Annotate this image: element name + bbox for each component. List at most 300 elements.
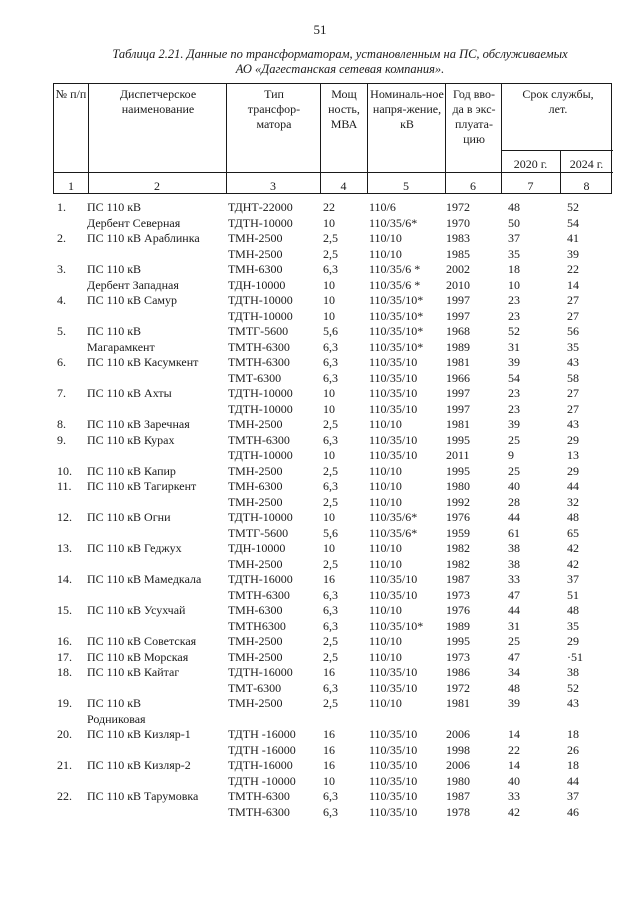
service-2020: 48 bbox=[508, 200, 520, 214]
voltage-kv: 110/10 bbox=[369, 246, 402, 261]
power-mva: 16 bbox=[323, 727, 335, 741]
row-number: 8. bbox=[57, 417, 66, 431]
service-2020: 28 bbox=[508, 494, 520, 509]
header-power: Мощ ность, МВА bbox=[328, 87, 360, 131]
transformer-type: ТДН-10000 bbox=[228, 277, 286, 292]
service-2020: 44 bbox=[508, 603, 520, 617]
substation-name: ПС 110 кВ bbox=[87, 324, 142, 338]
row-line bbox=[53, 696, 612, 712]
voltage-kv: 110/35/10 bbox=[369, 727, 418, 741]
power-mva: 5,6 bbox=[323, 525, 338, 540]
service-2020: 39 bbox=[508, 355, 520, 369]
row-line bbox=[53, 665, 612, 681]
commission-year: 1982 bbox=[446, 556, 470, 571]
commission-year: 1972 bbox=[446, 680, 470, 695]
divider bbox=[54, 172, 613, 173]
commission-year: 2010 bbox=[446, 277, 470, 292]
table-row bbox=[53, 789, 612, 820]
service-2024: 32 bbox=[567, 494, 579, 509]
service-2024: 18 bbox=[567, 758, 579, 772]
commission-year: 1976 bbox=[446, 603, 470, 617]
voltage-kv: 110/10 bbox=[369, 494, 402, 509]
table-row bbox=[53, 293, 612, 324]
table-row bbox=[53, 510, 612, 541]
service-2020: 39 bbox=[508, 417, 520, 431]
substation-name: ПС 110 кВ Усухчай bbox=[87, 603, 186, 617]
table-row bbox=[53, 758, 612, 789]
transformer-type: ТМТН-6300 bbox=[228, 789, 290, 803]
transformer-type: ТМТН-6300 bbox=[228, 587, 290, 602]
substation-name: Дербент Западная bbox=[87, 277, 179, 292]
row-line bbox=[53, 743, 612, 759]
row-line bbox=[53, 634, 612, 650]
commission-year: 1972 bbox=[446, 200, 470, 214]
service-2024: 56 bbox=[567, 324, 579, 338]
service-2024: 29 bbox=[567, 634, 579, 648]
service-2020: 34 bbox=[508, 665, 520, 679]
row-line bbox=[53, 262, 612, 278]
substation-name: ПС 110 кВ Кизляр-2 bbox=[87, 758, 191, 772]
row-number: 1. bbox=[57, 200, 66, 214]
row-line bbox=[53, 789, 612, 805]
service-2020: 31 bbox=[508, 618, 520, 633]
table-row bbox=[53, 386, 612, 417]
commission-year: 1982 bbox=[446, 541, 470, 555]
commission-year: 1997 bbox=[446, 401, 470, 416]
commission-year: 1981 bbox=[446, 417, 470, 431]
transformer-type: ТМТН6300 bbox=[228, 618, 286, 633]
substation-name: ПС 110 кВ Тагиркент bbox=[87, 479, 197, 493]
power-mva: 10 bbox=[323, 293, 335, 307]
service-2020: 22 bbox=[508, 742, 520, 757]
commission-year: 1966 bbox=[446, 370, 470, 385]
transformer-type: ТМТ-6300 bbox=[228, 370, 282, 385]
row-line bbox=[53, 200, 612, 216]
table-row bbox=[53, 603, 612, 634]
table-row bbox=[53, 200, 612, 231]
row-number: 10. bbox=[57, 463, 72, 478]
service-2024: 27 bbox=[567, 401, 579, 416]
transformer-type: ТДТН-10000 bbox=[228, 510, 293, 524]
voltage-kv: 110/35/10 bbox=[369, 680, 418, 695]
power-mva: 10 bbox=[323, 308, 335, 323]
service-2020: 47 bbox=[508, 587, 520, 602]
commission-year: 1986 bbox=[446, 665, 470, 679]
service-2024: 37 bbox=[567, 789, 579, 803]
power-mva: 6,3 bbox=[323, 603, 338, 617]
transformer-type: ТМН-2500 bbox=[228, 634, 283, 648]
service-2024: 41 bbox=[567, 231, 579, 245]
commission-year: 1981 bbox=[446, 696, 470, 710]
row-number: 6. bbox=[57, 355, 66, 369]
service-2020: 50 bbox=[508, 215, 520, 230]
service-2020: 14 bbox=[508, 758, 520, 772]
row-line bbox=[53, 712, 612, 728]
col-number: 8 bbox=[583, 179, 590, 193]
row-line bbox=[53, 557, 612, 573]
voltage-kv: 110/35/10* bbox=[369, 308, 424, 323]
service-2024: 51 bbox=[567, 587, 579, 602]
row-line bbox=[53, 231, 612, 247]
transformer-type: ТДТН -16000 bbox=[228, 742, 296, 757]
service-2024: 42 bbox=[567, 541, 579, 555]
power-mva: 6,3 bbox=[323, 618, 338, 633]
row-number: 11. bbox=[57, 479, 72, 493]
row-line bbox=[53, 216, 612, 232]
row-line bbox=[53, 247, 612, 263]
row-line bbox=[53, 541, 612, 557]
power-mva: 10 bbox=[323, 448, 335, 462]
voltage-kv: 110/10 bbox=[369, 603, 402, 617]
table-row bbox=[53, 262, 612, 293]
commission-year: 1995 bbox=[446, 432, 470, 447]
table-row bbox=[53, 479, 612, 510]
service-2024: 48 bbox=[567, 603, 579, 617]
service-2020: 23 bbox=[508, 401, 520, 416]
voltage-kv: 110/35/6 * bbox=[369, 277, 421, 292]
service-2020: 37 bbox=[508, 231, 520, 245]
service-2024: 43 bbox=[567, 696, 579, 710]
voltage-kv: 110/35/10 bbox=[369, 804, 418, 819]
service-2024: 52 bbox=[567, 680, 579, 695]
power-mva: 6,3 bbox=[323, 789, 338, 803]
voltage-kv: 110/35/6* bbox=[369, 215, 418, 230]
service-2020: 33 bbox=[508, 572, 520, 586]
commission-year: 1987 bbox=[446, 789, 470, 803]
power-mva: 2,5 bbox=[323, 696, 338, 710]
service-2024: 14 bbox=[567, 277, 579, 292]
row-number: 19. bbox=[57, 696, 72, 710]
table-row bbox=[53, 665, 612, 696]
table-row bbox=[53, 727, 612, 758]
row-number: 18. bbox=[57, 665, 72, 679]
voltage-kv: 110/10 bbox=[369, 556, 402, 571]
row-number: 22. bbox=[57, 789, 72, 803]
voltage-kv: 110/35/10* bbox=[369, 618, 424, 633]
row-number: 13. bbox=[57, 541, 72, 555]
row-number: 7. bbox=[57, 386, 66, 400]
caption-line-2: АО «Дагестанская сетевая компания». bbox=[235, 62, 445, 76]
service-2020: 39 bbox=[508, 696, 520, 710]
row-line bbox=[53, 774, 612, 790]
table-body bbox=[53, 200, 612, 820]
service-2020: 23 bbox=[508, 308, 520, 323]
row-line bbox=[53, 371, 612, 387]
power-mva: 2,5 bbox=[323, 463, 338, 478]
service-2024: 44 bbox=[567, 773, 579, 788]
voltage-kv: 110/35/10 bbox=[369, 355, 418, 369]
commission-year: 1980 bbox=[446, 773, 470, 788]
transformer-type: ТДТН-16000 bbox=[228, 758, 293, 772]
service-2020: 10 bbox=[508, 277, 520, 292]
transformer-type: ТМН-2500 bbox=[228, 463, 283, 478]
row-line bbox=[53, 603, 612, 619]
service-2024: 39 bbox=[567, 246, 579, 261]
transformer-type: ТМН-2500 bbox=[228, 246, 283, 261]
power-mva: 10 bbox=[323, 401, 335, 416]
commission-year: 1978 bbox=[446, 804, 470, 819]
row-number: 17. bbox=[57, 649, 72, 664]
voltage-kv: 110/10 bbox=[369, 479, 402, 493]
service-2020: 14 bbox=[508, 727, 520, 741]
row-line bbox=[53, 588, 612, 604]
commission-year: 1995 bbox=[446, 463, 470, 478]
row-number: 20. bbox=[57, 727, 72, 741]
commission-year: 1970 bbox=[446, 215, 470, 230]
col-number: 6 bbox=[470, 179, 476, 193]
substation-name: ПС 110 кВ Геджух bbox=[87, 541, 182, 555]
power-mva: 2,5 bbox=[323, 494, 338, 509]
transformer-type: ТДТН-10000 bbox=[228, 401, 293, 416]
row-number: 2. bbox=[57, 231, 66, 245]
voltage-kv: 110/35/10 bbox=[369, 665, 418, 679]
substation-name: ПС 110 кВ bbox=[87, 200, 142, 214]
substation-name: ПС 110 кВ Советская bbox=[87, 634, 197, 648]
power-mva: 6,3 bbox=[323, 339, 338, 354]
commission-year: 2011 bbox=[446, 448, 470, 462]
service-2020: 61 bbox=[508, 525, 520, 540]
voltage-kv: 110/35/10 bbox=[369, 572, 418, 586]
service-2024: 29 bbox=[567, 432, 579, 447]
voltage-kv: 110/35/10 bbox=[369, 758, 418, 772]
service-2020: 40 bbox=[508, 479, 520, 493]
voltage-kv: 110/10 bbox=[369, 541, 402, 555]
voltage-kv: 110/35/10 bbox=[369, 773, 418, 788]
header-2020: 2020 г. bbox=[513, 157, 548, 171]
voltage-kv: 110/35/10 bbox=[369, 401, 418, 416]
power-mva: 6,3 bbox=[323, 804, 338, 819]
commission-year: 1959 bbox=[446, 525, 470, 540]
service-2024: 27 bbox=[567, 293, 579, 307]
service-2024: 54 bbox=[567, 215, 579, 230]
row-line bbox=[53, 758, 612, 774]
service-2020: 9 bbox=[508, 448, 514, 462]
voltage-kv: 110/35/6* bbox=[369, 525, 418, 540]
power-mva: 5,6 bbox=[323, 324, 338, 338]
substation-name: ПС 110 кВ bbox=[87, 262, 142, 276]
row-line bbox=[53, 681, 612, 697]
transformer-type: ТМН-2500 bbox=[228, 556, 283, 571]
commission-year: 1968 bbox=[446, 324, 470, 338]
power-mva: 10 bbox=[323, 215, 335, 230]
service-2024: 35 bbox=[567, 339, 579, 354]
service-2024: 43 bbox=[567, 417, 579, 431]
transformer-type: ТДТН-10000 bbox=[228, 293, 293, 307]
transformer-type: ТМН-2500 bbox=[228, 696, 283, 710]
divider bbox=[367, 84, 368, 193]
commission-year: 1985 bbox=[446, 246, 470, 261]
header-voltage: Номиналь-ное напря-жение, кВ bbox=[370, 87, 444, 131]
transformer-type: ТМН-2500 bbox=[228, 417, 283, 431]
service-2024: 13 bbox=[567, 448, 579, 462]
table-row bbox=[53, 324, 612, 355]
power-mva: 2,5 bbox=[323, 231, 338, 245]
transformer-type: ТДТН -16000 bbox=[228, 727, 296, 741]
commission-year: 1997 bbox=[446, 308, 470, 323]
voltage-kv: 110/35/6 * bbox=[369, 262, 421, 276]
voltage-kv: 110/35/10* bbox=[369, 324, 424, 338]
table-row bbox=[53, 464, 612, 480]
voltage-kv: 110/10 bbox=[369, 696, 402, 710]
row-number: 5. bbox=[57, 324, 66, 338]
row-line bbox=[53, 526, 612, 542]
transformer-type: ТМН-6300 bbox=[228, 262, 283, 276]
service-2020: 35 bbox=[508, 246, 520, 261]
service-2020: 48 bbox=[508, 680, 520, 695]
transformer-type: ТДТН-16000 bbox=[228, 665, 293, 679]
voltage-kv: 110/10 bbox=[369, 231, 402, 245]
transformer-type: ТДТН -10000 bbox=[228, 773, 296, 788]
transformer-type: ТМТГ-5600 bbox=[228, 525, 289, 540]
substation-name: ПС 110 кВ bbox=[87, 696, 142, 710]
substation-name: ПС 110 кВ Курах bbox=[87, 432, 175, 447]
table-row bbox=[53, 541, 612, 572]
power-mva: 10 bbox=[323, 386, 335, 400]
service-2024: 37 bbox=[567, 572, 579, 586]
service-2020: 33 bbox=[508, 789, 520, 803]
power-mva: 2,5 bbox=[323, 417, 338, 431]
service-2024: 52 bbox=[567, 200, 579, 214]
transformer-type: ТМН-6300 bbox=[228, 479, 283, 493]
service-2020: 38 bbox=[508, 556, 520, 571]
row-number: 16. bbox=[57, 634, 72, 648]
transformer-type: ТМН-2500 bbox=[228, 649, 283, 664]
service-2020: 18 bbox=[508, 262, 520, 276]
power-mva: 6,3 bbox=[323, 479, 338, 493]
substation-name: Родниковая bbox=[87, 711, 146, 726]
service-2024: 29 bbox=[567, 463, 579, 478]
transformer-type: ТМТ-6300 bbox=[228, 680, 282, 695]
commission-year: 1989 bbox=[446, 339, 470, 354]
row-line bbox=[53, 464, 612, 480]
service-2020: 54 bbox=[508, 370, 520, 385]
row-line bbox=[53, 417, 612, 433]
header-2024: 2024 г. bbox=[569, 157, 604, 171]
voltage-kv: 110/35/6* bbox=[369, 510, 418, 524]
commission-year: 1983 bbox=[446, 231, 470, 245]
substation-name: ПС 110 кВ Огни bbox=[87, 510, 171, 524]
divider bbox=[88, 84, 89, 193]
transformer-type: ТМТН-6300 bbox=[228, 432, 290, 447]
service-2020: 25 bbox=[508, 463, 520, 478]
divider bbox=[501, 84, 502, 193]
service-2020: 44 bbox=[508, 510, 520, 524]
commission-year: 1989 bbox=[446, 618, 470, 633]
substation-name: ПС 110 кВ Араблинка bbox=[87, 231, 200, 245]
header-num: № п/п bbox=[55, 87, 87, 101]
transformer-type: ТДТН-10000 bbox=[228, 386, 293, 400]
power-mva: 16 bbox=[323, 742, 335, 757]
row-line bbox=[53, 805, 612, 821]
service-2024: 42 bbox=[567, 556, 579, 571]
commission-year: 1973 bbox=[446, 587, 470, 602]
service-2024: 46 bbox=[567, 804, 579, 819]
service-2024: 48 bbox=[567, 510, 579, 524]
transformer-type: ТДТН-10000 bbox=[228, 448, 293, 462]
row-line bbox=[53, 309, 612, 325]
voltage-kv: 110/10 bbox=[369, 634, 402, 648]
commission-year: 2006 bbox=[446, 758, 470, 772]
divider bbox=[501, 150, 613, 151]
transformer-type: ТДТН-10000 bbox=[228, 215, 293, 230]
row-line bbox=[53, 650, 612, 666]
row-line bbox=[53, 448, 612, 464]
voltage-kv: 110/35/10 bbox=[369, 432, 418, 447]
commission-year: 1997 bbox=[446, 386, 470, 400]
voltage-kv: 110/10 bbox=[369, 417, 402, 431]
col-number: 3 bbox=[270, 179, 276, 193]
service-2024: 27 bbox=[567, 308, 579, 323]
col-number: 5 bbox=[403, 179, 409, 193]
voltage-kv: 110/35/10 bbox=[369, 448, 418, 462]
table-row bbox=[53, 572, 612, 603]
power-mva: 10 bbox=[323, 773, 335, 788]
power-mva: 2,5 bbox=[323, 649, 338, 664]
service-2020: 23 bbox=[508, 293, 520, 307]
service-2020: 25 bbox=[508, 634, 520, 648]
service-2020: 38 bbox=[508, 541, 520, 555]
commission-year: 1980 bbox=[446, 479, 470, 493]
row-line bbox=[53, 278, 612, 294]
voltage-kv: 110/35/10 bbox=[369, 386, 418, 400]
substation-name: ПС 110 кВ Заречная bbox=[87, 417, 190, 431]
row-number: 4. bbox=[57, 293, 66, 307]
power-mva: 6,3 bbox=[323, 355, 338, 369]
substation-name: ПС 110 кВ Кизляр-1 bbox=[87, 727, 191, 741]
power-mva: 6,3 bbox=[323, 370, 338, 385]
table-row bbox=[53, 355, 612, 386]
voltage-kv: 110/10 bbox=[369, 649, 402, 664]
power-mva: 10 bbox=[323, 277, 335, 292]
service-2024: ·51 bbox=[567, 649, 583, 664]
power-mva: 2,5 bbox=[323, 246, 338, 261]
divider bbox=[320, 84, 321, 193]
col-number: 1 bbox=[68, 179, 74, 193]
voltage-kv: 110/35/10* bbox=[369, 339, 424, 354]
voltage-kv: 110/6 bbox=[369, 200, 396, 214]
service-2020: 52 bbox=[508, 324, 520, 338]
substation-name: ПС 110 кВ Ахты bbox=[87, 386, 172, 400]
substation-name: ПС 110 кВ Тарумовка bbox=[87, 789, 199, 803]
table-row bbox=[53, 433, 612, 464]
service-2024: 38 bbox=[567, 665, 579, 679]
row-line bbox=[53, 619, 612, 635]
page-number: 51 bbox=[313, 22, 327, 37]
commission-year: 2006 bbox=[446, 727, 470, 741]
substation-name: ПС 110 кВ Касумкент bbox=[87, 355, 199, 369]
table-row bbox=[53, 634, 612, 650]
caption-line-1: Таблица 2.21. Данные по трансформаторам, установленным на ПС, обслуживаемых bbox=[112, 47, 568, 61]
substation-name: ПС 110 кВ Мамедкала bbox=[87, 572, 202, 586]
transformer-type: ТМТН-6300 bbox=[228, 339, 290, 354]
power-mva: 6,3 bbox=[323, 432, 338, 447]
transformer-type: ТМН-6300 bbox=[228, 603, 283, 617]
transformer-type: ТМН-2500 bbox=[228, 494, 283, 509]
substation-name: ПС 110 кВ Самур bbox=[87, 293, 177, 307]
header-service: Срок службы, лет. bbox=[522, 87, 594, 116]
power-mva: 10 bbox=[323, 541, 335, 555]
transformer-type: ТМТН-6300 bbox=[228, 804, 290, 819]
transformer-type: ТДНТ-22000 bbox=[228, 200, 293, 214]
table-row bbox=[53, 696, 612, 727]
power-mva: 2,5 bbox=[323, 634, 338, 648]
transformer-type: ТМН-2500 bbox=[228, 231, 283, 245]
row-number: 14. bbox=[57, 572, 72, 586]
row-line bbox=[53, 402, 612, 418]
voltage-kv: 110/35/10 bbox=[369, 789, 418, 803]
col-number: 7 bbox=[527, 179, 534, 193]
commission-year: 1995 bbox=[446, 634, 470, 648]
